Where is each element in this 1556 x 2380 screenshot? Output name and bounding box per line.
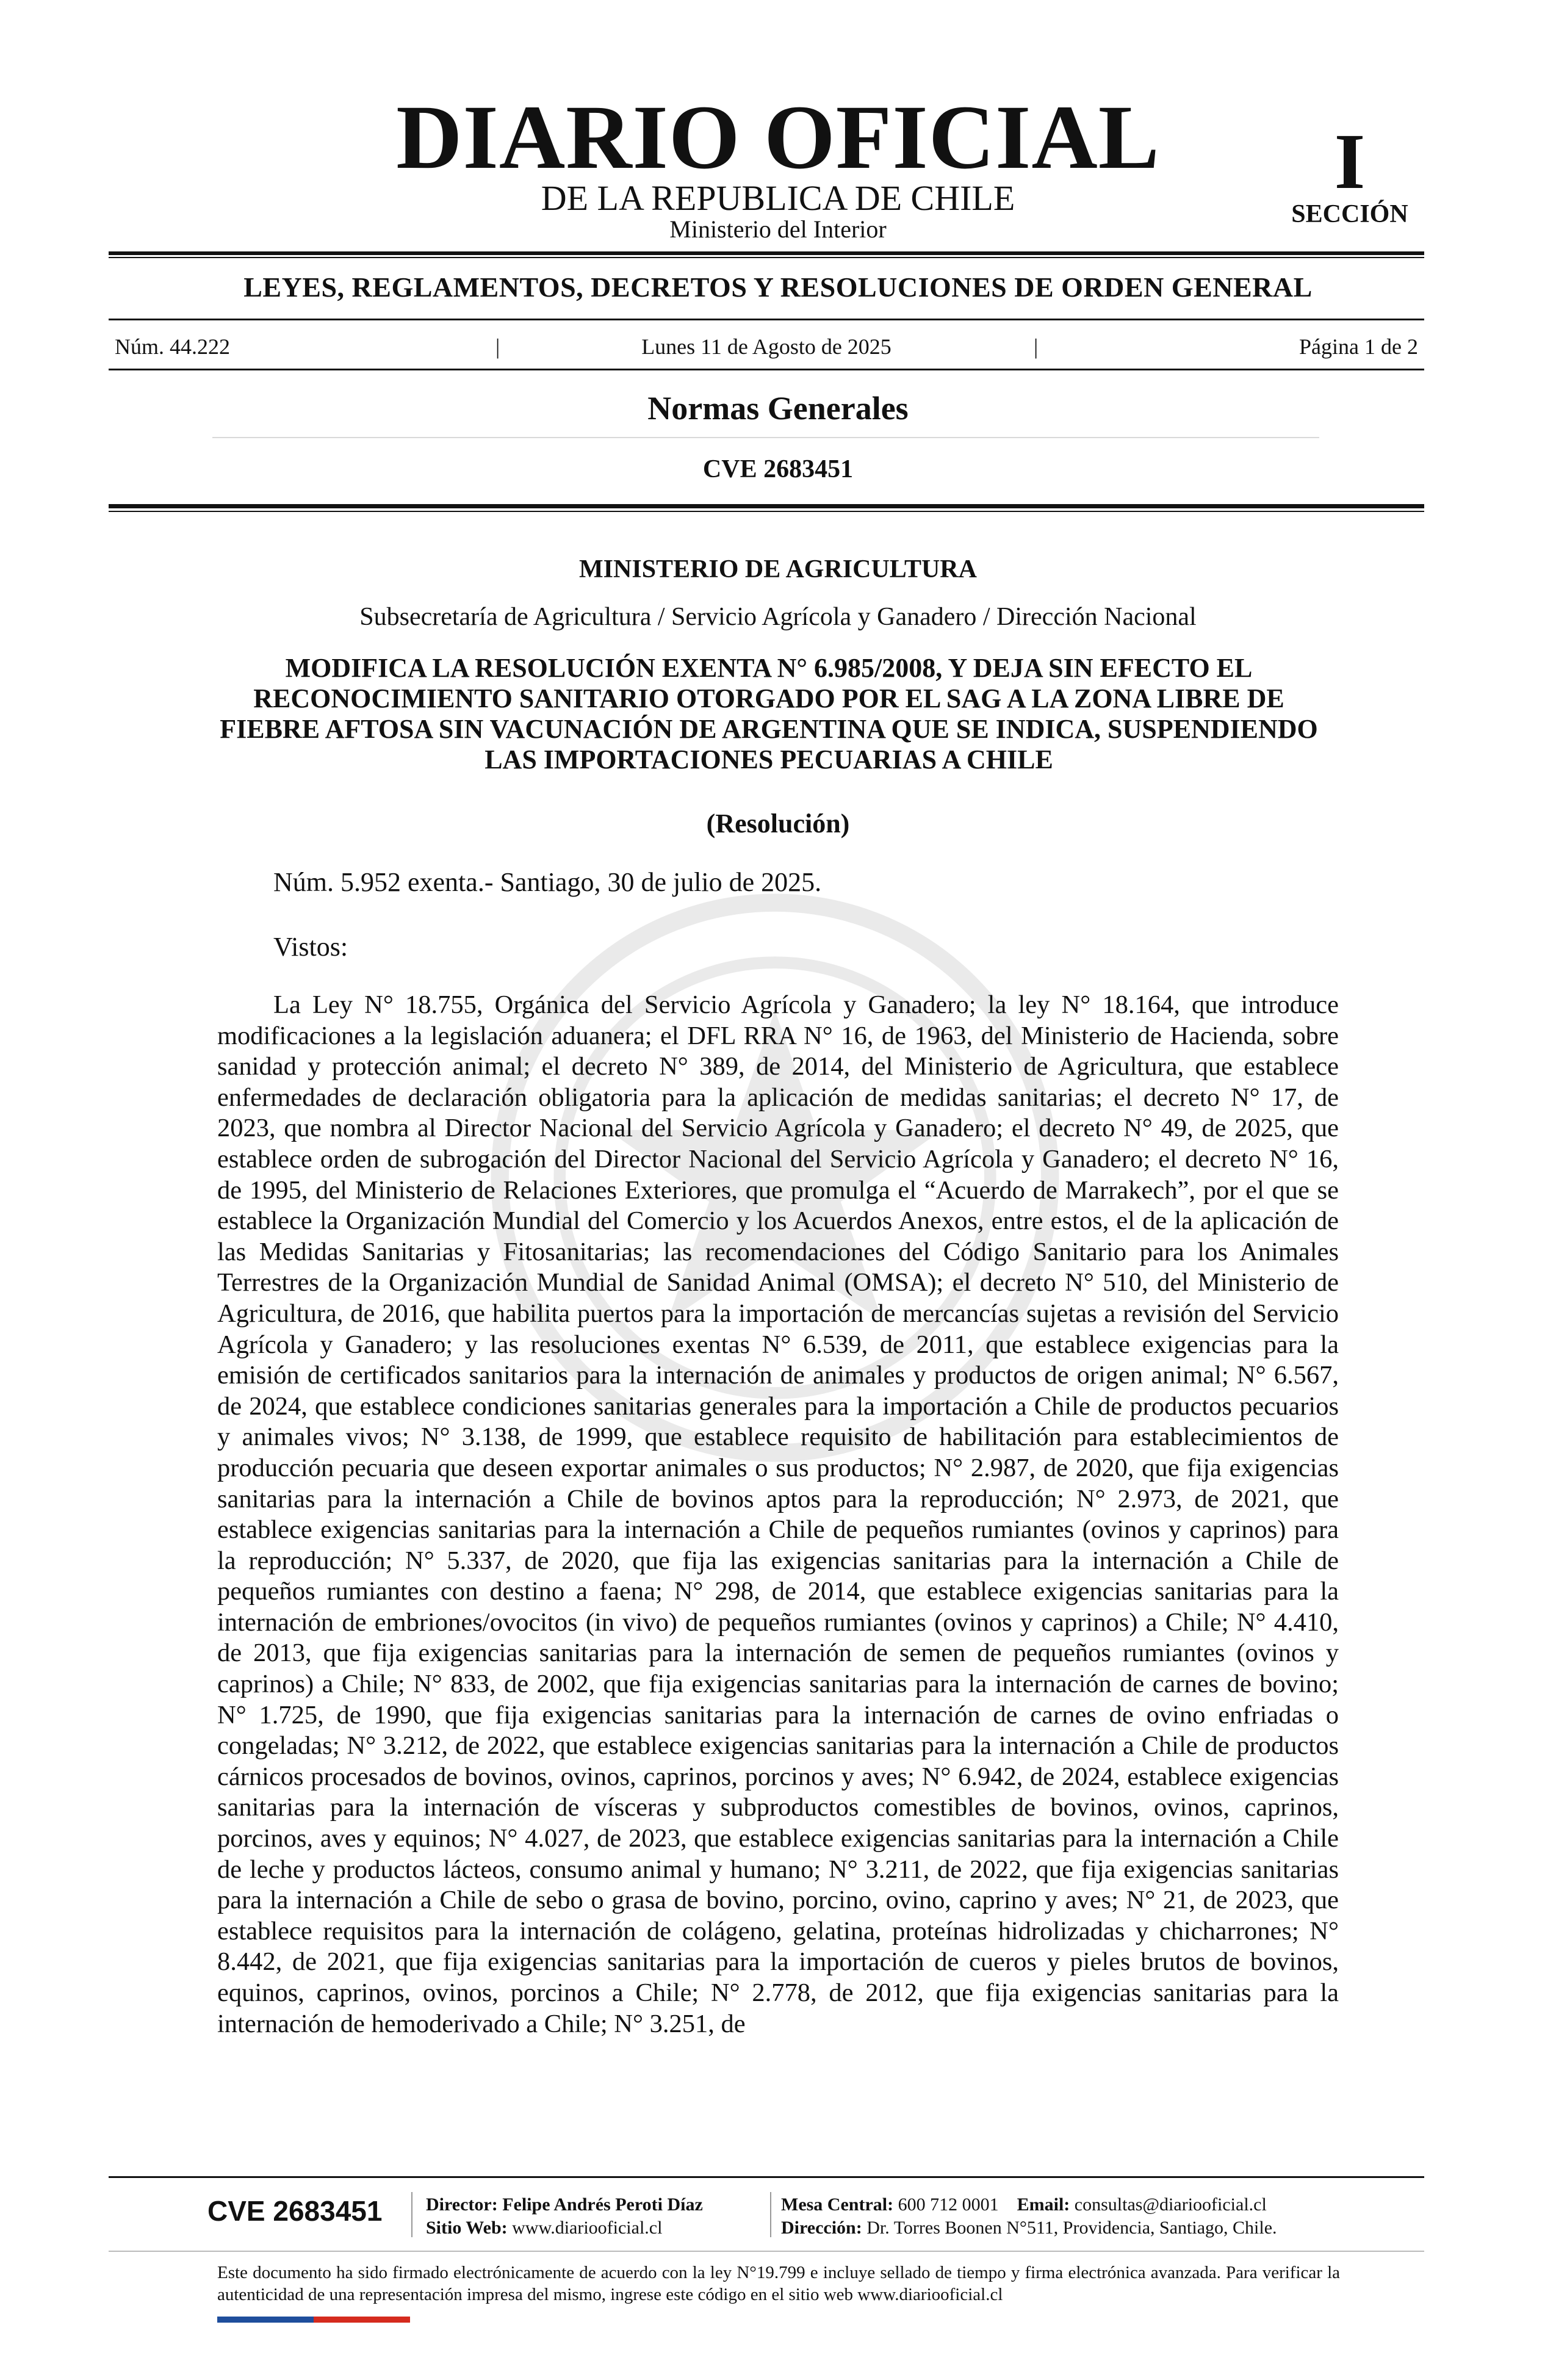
email-link[interactable]: consultas@diariooficial.cl xyxy=(1074,2194,1267,2215)
document-type: (Resolución) xyxy=(706,809,850,838)
website-label: Sitio Web: xyxy=(426,2218,508,2238)
flag-blue-stripe xyxy=(217,2317,314,2323)
footer-rule-thin xyxy=(109,2251,1424,2252)
newspaper-subtitle: DE LA REPUBLICA DE CHILE xyxy=(541,178,1015,218)
section-title-rule xyxy=(212,437,1319,438)
chile-flag-stripe xyxy=(217,2317,410,2323)
resolution-heading: MODIFICA LA RESOLUCIÓN EXENTA N° 6.985/2008, Y DEJA SIN EFECTO EL RECONOCIMIENTO SANITARIO OTORGADO POR EL SAG A LA ZONA LIBRE DE FIEBRE AFTOSA SIN VACUNACIÓN DE ARGENTINA QUE SE INDICA, SUSPENDIENDO LAS IMPORTACIONES PECUARIAS A CHILE xyxy=(220,653,1318,774)
director-name: Felipe Andrés Peroti Díaz xyxy=(502,2194,703,2215)
issue-number: Núm. 44.222 xyxy=(115,334,230,359)
address: Dr. Torres Boonen N°511, Providencia, Santiago, Chile. xyxy=(866,2218,1277,2238)
section-label: SECCIÓN xyxy=(1291,200,1408,228)
body-paragraph: La Ley N° 18.755, Orgánica del Servicio Agrícola y Ganadero; la ley N° 18.164, que introduce modificaciones a la legislación aduanera; el DFL RRA N° 16, de 1963, del Ministerio de Hacienda, sobre sanidad y protección animal; el decreto N° 389, de 2014, del Ministerio de Agricultura, que establece enfermedades de declaración obligatoria para la aplicación de medidas sanitarias; el decreto N° 17, de 2023, que nombra al Director Nacional del Servicio Agrícola y Ganadero; el decreto N° 49, de 2025, que establece orden de subrogación del Director Nacional del Servicio Agrícola y Ganadero; el decreto N° 16, de 1995, del Ministerio de Relaciones Exteriores, que promulga el “Acuerdo de Marrakech”, por el que se establece la Organización Mundial del Comercio y los Acuerdos Anexos, entre estos, el de la aplicación de las Medidas Sanitarias y Fitosanitarias; las recomendaciones del Código Sanitario para los Animales Terrestres de la Organización Mundial de Sanidad Animal (OMSA); el decreto N° 510, del Ministerio de Agricultura, de 2016, que habilita puertos para la importación de mercancías sujetas a revisión del Servicio Agrícola y Ganadero; y las resoluciones exentas N° 6.539, de 2011, que establece exigencias para la emisión de certificados sanitarios para la internación de animales y productos de origen animal; N° 6.567, de 2024, que establece condiciones sanitarias generales para la importación a Chile de productos pecuarios y animales vivos; N° 3.138, de 1999, que establece requisito de habilitación para establecimientos de producción pecuaria que deseen exportar animales o sus productos; N° 2.987, de 2020, que fija exigencias sanitarias para la internación a Chile de bovinos aptos para la reproducción; N° 2.973, de 2021, que establece exigencias sanitarias para la internación a Chile de pequeños rumiantes (ovinos y caprinos) para la reproducción; N° 5.337, de 2020, que fija las exigencias sanitarias para la internación a Chile de pequeños rumiantes con destino a faena; N° 298, de 2014, que establece exigencias sanitarias para la internación de embriones/ovocitos (in vivo) de pequeños rumiantes (ovinos y caprinos) a Chile; N° 4.410, de 2013, que fija exigencias sanitarias para la internación de semen de pequeños rumiantes (ovinos y caprinos) a Chile; N° 833, de 2002, que fija exigencias sanitarias para la internación de carnes de bovino; N° 1.725, de 1990, que fija exigencias sanitarias para la internación de carnes de ovino enfriadas o congeladas; N° 3.212, de 2022, que establece exigencias sanitarias para la internación a Chile de productos cárnicos procesados de bovinos, ovinos, caprinos, porcinos y aves; N° 6.942, de 2024, establece exigencias sanitarias para la internación de vísceras y subproductos comestibles de bovinos, ovinos, caprinos, porcinos, aves y equinos; N° 4.027, de 2023, que establece exigencias sanitarias para la internación a Chile de leche y productos lácteos, consumo animal y humano; N° 3.211, de 2022, que fija exigencias sanitarias para la internación a Chile de sebo o grasa de bovino, porcino, ovino, caprino y aves; N° 21, de 2023, que establece requisitos para la internación de colágeno, gelatina, proteínas hidrolizadas y chicharrones; N° 8.442, de 2021, que fija exigencias sanitarias para la importación de cueros y pieles brutos de bovinos, equinos, caprinos, ovinos, porcinos a Chile; N° 2.778, de 2012, que fija exigencias sanitarias para la internación de hemoderivado a Chile; N° 3.251, de xyxy=(217,990,1339,2038)
flag-red-stripe xyxy=(314,2317,410,2323)
footer-rule xyxy=(109,2176,1424,2178)
category-rule xyxy=(109,319,1424,320)
signature-note: Este documento ha sido firmado electrónicamente de acuerdo con la ley N°19.799 e incluye sellado de tiempo y firma electrónica avanzada. Para verificar la autenticidad de una representación impresa del mismo, ingrese este código en el sitio web www.diariooficial.cl xyxy=(217,2263,1340,2304)
cve-rule xyxy=(109,504,1424,508)
footer-cve-code: CVE 2683451 xyxy=(207,2195,383,2227)
cve-code: CVE 2683451 xyxy=(702,455,854,483)
footer-director-block xyxy=(426,2193,703,2240)
cve-rule-thin xyxy=(109,511,1424,512)
separator: | xyxy=(495,334,500,359)
header-rule xyxy=(109,251,1424,255)
header-rule-thin xyxy=(109,257,1424,258)
ministry-name: MINISTERIO DE AGRICULTURA xyxy=(579,555,977,583)
footer-contact-block xyxy=(781,2193,1277,2240)
director-label: Director: xyxy=(426,2194,498,2215)
page-indicator: Página 1 de 2 xyxy=(1299,334,1418,359)
newspaper-title: DIARIO OFICIAL xyxy=(396,87,1160,188)
resolution-number: Núm. 5.952 exenta.- Santiago, 30 de julio de 2025. xyxy=(273,867,822,897)
info-bar-rule xyxy=(109,369,1424,370)
category-line: LEYES, REGLAMENTOS, DECRETOS Y RESOLUCIONES DE ORDEN GENERAL xyxy=(243,272,1313,303)
address-label: Dirección: xyxy=(781,2218,862,2238)
phone-number: 600 712 0001 xyxy=(898,2194,999,2215)
email-label: Email: xyxy=(1017,2194,1070,2215)
section-number: I xyxy=(1334,118,1366,206)
footer-divider xyxy=(770,2192,771,2237)
phone-label: Mesa Central: xyxy=(781,2194,894,2215)
website-link[interactable]: www.diariooficial.cl xyxy=(512,2218,663,2238)
separator: | xyxy=(1034,334,1039,359)
subsecretaria: Subsecretaría de Agricultura / Servicio Agrícola y Ganadero / Dirección Nacional xyxy=(359,603,1197,631)
issue-info-bar xyxy=(115,334,1418,359)
section-title: Normas Generales xyxy=(647,390,909,427)
issue-date: Lunes 11 de Agosto de 2025 xyxy=(641,334,891,359)
vistos-label: Vistos: xyxy=(273,932,348,962)
footer-divider xyxy=(411,2192,412,2237)
newspaper-ministry: Ministerio del Interior xyxy=(669,215,887,243)
